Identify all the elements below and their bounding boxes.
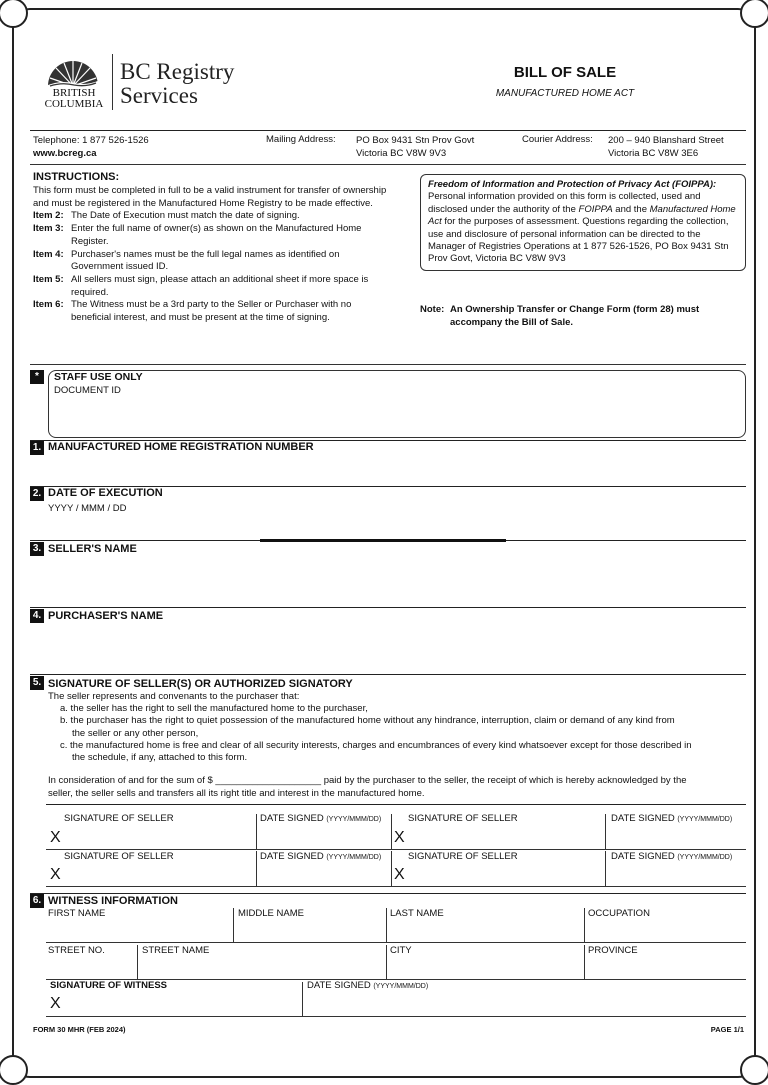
instructions-heading: INSTRUCTIONS: [33, 171, 120, 183]
date-signed-1-field[interactable] [258, 826, 388, 848]
item-text: All sellers must sign, please attach an additional sheet if more space is required. [71, 273, 369, 298]
section-5-number: 5. [30, 676, 44, 690]
instructions-intro: This form must be completed in full to be a valid instrument for transfer of ownership and must be registered in the Manufactured Home Registry to be made effective. [33, 185, 387, 209]
witness-date-signed-field[interactable] [305, 993, 745, 1015]
mailing-address [356, 134, 474, 160]
ownership-note [420, 304, 740, 329]
witness-province-field[interactable] [587, 958, 744, 978]
page-number: PAGE 1/1 [710, 1025, 744, 1034]
sellers-name-field[interactable] [48, 558, 744, 604]
witness-divider [584, 945, 585, 979]
witness-row-rule [46, 942, 746, 943]
covenant-a: a. the seller has the right to sell the manufactured home to the purchaser, [60, 703, 368, 715]
witness-last-name-field[interactable] [389, 921, 582, 941]
item-label: Item 5: [33, 273, 64, 285]
date-signed-text: DATE SIGNED [260, 813, 324, 824]
witness-signature-label: SIGNATURE OF WITNESS [50, 980, 167, 991]
document-id-label: DOCUMENT ID [54, 385, 121, 396]
covenant-c: c. the manufactured home is free and clear of all security interests, charges and encumbrances of every kind whatsoever except for those described in [60, 739, 692, 751]
courier-address [608, 134, 724, 160]
witness-city-label: CITY [390, 945, 412, 956]
signature-grid-mid [46, 849, 746, 850]
sig-divider [391, 851, 392, 886]
date-signed-3-field[interactable] [258, 863, 388, 885]
consideration-clause [48, 775, 748, 800]
header-rule [30, 130, 746, 131]
witness-middle-name-field[interactable] [236, 921, 384, 941]
seller-signature-4-field[interactable]: X [394, 866, 405, 883]
witness-first-name-label: FIRST NAME [48, 908, 106, 919]
witness-last-name-label: LAST NAME [390, 908, 444, 919]
sig-divider [391, 814, 392, 849]
form-subtitle: MANUFACTURED HOME ACT [495, 88, 635, 99]
item-label: Item 2: [33, 210, 64, 222]
signature-grid-top [46, 804, 746, 805]
corner-ornament [740, 0, 768, 28]
seller-signature-2-field[interactable]: X [394, 829, 405, 846]
item-text: The Witness must be a 3rd party to the Seller or Purchaser with no beneficial interest, and must be present at the time of signing. [71, 299, 352, 324]
sig-divider [256, 851, 257, 886]
witness-middle-name-label: MIDDLE NAME [238, 908, 304, 919]
telephone: Telephone: 1 877 526-1526 [33, 135, 149, 146]
section-3-rule-accent [260, 539, 506, 542]
witness-street-name-label: STREET NAME [142, 945, 210, 956]
date-signed-text: DATE SIGNED [307, 980, 371, 991]
covenant-intro: The seller represents and convenants to the purchaser that: [48, 691, 300, 702]
purchasers-name-field[interactable] [48, 625, 744, 671]
note-text: An Ownership Transfer or Change Form (form 28) must accompany the Bill of Sale. [450, 304, 700, 328]
foippa-text-2: and the [612, 203, 650, 215]
consideration-line-1: In consideration of and for the sum of $ ____________________ paid by the purchaser to the seller, the receipt of which is hereby acknowledged by the [48, 775, 687, 786]
date-signed-text: DATE SIGNED [611, 851, 675, 862]
instruction-item [33, 274, 389, 299]
witness-divider [302, 982, 303, 1016]
witness-bottom-rule [46, 1016, 746, 1017]
date-format: (YYYY/MMM/DD) [326, 816, 382, 823]
form-title: BILL OF SALE [513, 64, 617, 81]
foippa-notice [420, 174, 746, 271]
date-signed-4-field[interactable] [608, 863, 744, 885]
instruction-item [33, 223, 389, 248]
section-4-number: 4. [30, 609, 44, 623]
item-label: Item 4: [33, 248, 64, 260]
date-signed-1-label [260, 813, 381, 824]
seller-signature-4-label: SIGNATURE OF SELLER [408, 851, 518, 862]
date-signed-2-field[interactable] [608, 826, 744, 848]
foippa-text-3: for the purposes of assessment. Questions regarding the collection, use and disclosure of personal information can be directed to the Manager of Registries Operations at 1 877 526-1526, PO Box 9431 Stn Prov Govt, Victoria BC V8W 9V3 [428, 216, 729, 265]
witness-street-name-field[interactable] [140, 958, 384, 978]
date-signed-text: DATE SIGNED [260, 851, 324, 862]
staff-marker: * [30, 370, 44, 384]
witness-city-field[interactable] [389, 958, 582, 978]
corner-ornament [740, 1055, 768, 1085]
staff-use-box [48, 370, 746, 438]
item-text: Purchaser's names must be the full legal names as identified on Government issued ID. [71, 248, 340, 273]
witness-divider [386, 908, 387, 942]
instruction-item [33, 210, 389, 223]
section-2-number: 2. [30, 487, 44, 501]
mha-italic: Manufactured Home Act [428, 203, 736, 228]
purchasers-name-label: PURCHASER'S NAME [48, 610, 164, 622]
date-format: (YYYY/MMM/DD) [677, 816, 733, 823]
item-text: Enter the full name of owner(s) as shown on the Manufactured Home Register. [71, 223, 362, 247]
section-4-rule [30, 607, 746, 608]
date-format: (YYYY/MMM/DD) [373, 983, 429, 990]
witness-signature-field[interactable]: X [50, 995, 61, 1012]
witness-occupation-field[interactable] [587, 921, 744, 941]
item-label: Item 3: [33, 223, 64, 235]
item-text: The Date of Execution must match the date of signing. [71, 210, 300, 222]
registry-line-1: BC Registry [120, 59, 235, 84]
sig-divider [256, 814, 257, 849]
date-of-execution-label: DATE OF EXECUTION [48, 487, 163, 499]
seller-signature-section-label: SIGNATURE OF SELLER(S) OR AUTHORIZED SIGNATORY [48, 678, 353, 690]
seller-signature-2-label: SIGNATURE OF SELLER [408, 813, 518, 824]
logo-line-2: COLUMBIA [44, 98, 104, 110]
covenant-b-cont: the seller or any other person, [72, 727, 199, 739]
registry-line-2: Services [120, 83, 198, 108]
courier-line-1: 200 – 940 Blanshard Street [608, 135, 724, 146]
instruction-item [33, 249, 389, 274]
witness-divider [137, 945, 138, 979]
mailing-label: Mailing Address: [266, 134, 336, 145]
instructions-body [33, 185, 389, 325]
seller-signature-3-label: SIGNATURE OF SELLER [64, 851, 174, 862]
foippa-title: Freedom of Information and Protection of Privacy Act (FOIPPA): [428, 179, 717, 190]
signature-grid-bottom [46, 886, 746, 887]
logo-line-1: BRITISH [52, 87, 96, 99]
corner-ornament [0, 1055, 28, 1085]
covenant-b: b. the purchaser has the right to quiet possession of the manufactured home without any hindrance, interruption, claim or demand of any kind from [60, 715, 675, 727]
registration-number-field[interactable] [48, 456, 744, 480]
seller-signature-1-label: SIGNATURE OF SELLER [64, 813, 174, 824]
seller-signature-3-field[interactable]: X [50, 866, 61, 883]
website-link[interactable]: www.bcreg.ca [33, 148, 97, 159]
witness-first-name-field[interactable] [48, 921, 230, 941]
form-number: FORM 30 MHR (FEB 2024) [33, 1025, 126, 1034]
date-format: (YYYY/MMM/DD) [326, 854, 382, 861]
instruction-item [33, 299, 389, 324]
date-signed-2-label [611, 813, 732, 824]
section-6-number: 6. [30, 894, 44, 908]
date-of-execution-field[interactable] [48, 515, 744, 537]
registration-number-label: MANUFACTURED HOME REGISTRATION NUMBER [48, 441, 314, 453]
witness-info-label: WITNESS INFORMATION [48, 895, 178, 907]
bc-sun-logo-icon [44, 52, 102, 88]
registry-wordmark [120, 60, 234, 108]
mailing-line-1: PO Box 9431 Stn Prov Govt [356, 135, 475, 146]
sig-divider [605, 814, 606, 849]
courier-label: Courier Address: [522, 134, 593, 145]
note-label: Note: [420, 304, 445, 315]
seller-signature-1-field[interactable]: X [50, 829, 61, 846]
date-signed-text: DATE SIGNED [611, 813, 675, 824]
foippa-italic: FOIPPA [578, 203, 613, 215]
date-format: (YYYY/MMM/DD) [677, 854, 733, 861]
bc-wordmark [38, 88, 110, 110]
contact-left [33, 134, 149, 160]
foippa-text-1: Personal information provided on this form is collected, used and disclosed under the authority of the [428, 191, 701, 215]
logo-divider [112, 54, 113, 110]
foippa-text [428, 191, 738, 265]
section-1-number: 1. [30, 441, 44, 455]
sellers-name-label: SELLER'S NAME [48, 543, 137, 555]
witness-divider [386, 945, 387, 979]
date-format-hint: YYYY / MMM / DD [48, 503, 127, 514]
covenant-c-cont: the schedule, if any, attached to this form. [72, 752, 248, 764]
section-3-number: 3. [30, 542, 44, 556]
witness-street-no-label: STREET NO. [48, 945, 105, 956]
item-label: Item 6: [33, 299, 64, 311]
consideration-line-2: seller, the seller sells and transfers all its right title and interest in the manufactured home. [48, 787, 425, 799]
witness-street-no-field[interactable] [48, 958, 134, 978]
contact-rule [30, 164, 746, 165]
instructions-rule [30, 364, 746, 365]
witness-occupation-label: OCCUPATION [588, 908, 650, 919]
witness-date-signed-label [307, 980, 428, 991]
mailing-line-2: Victoria BC V8W 9V3 [356, 148, 447, 159]
courier-line-2: Victoria BC V8W 3E6 [608, 148, 699, 159]
date-signed-3-label [260, 851, 381, 862]
section-6-rule [30, 893, 746, 894]
sig-divider [605, 851, 606, 886]
seller-covenants [48, 691, 748, 764]
date-signed-4-label [611, 851, 732, 862]
section-5-rule [30, 674, 746, 675]
staff-use-title: STAFF USE ONLY [54, 371, 143, 383]
witness-province-label: PROVINCE [588, 945, 638, 956]
witness-divider [233, 908, 234, 942]
witness-divider [584, 908, 585, 942]
